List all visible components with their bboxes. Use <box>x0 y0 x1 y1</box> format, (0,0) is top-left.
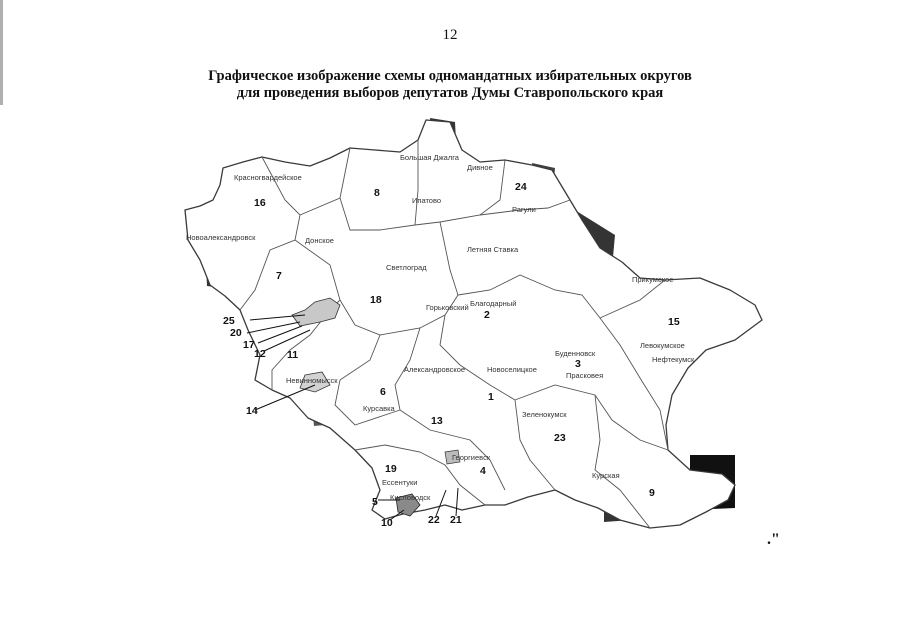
district-label-13: 13 <box>431 415 443 427</box>
district-label-18: 18 <box>370 294 382 306</box>
place-praskoveya: Прасковея <box>566 371 604 380</box>
district-label-4: 4 <box>480 465 486 477</box>
district-label-20: 20 <box>230 327 242 339</box>
district-label-23: 23 <box>554 432 566 444</box>
district-label-2: 2 <box>484 309 490 321</box>
district-label-25: 25 <box>223 315 235 327</box>
district-label-24: 24 <box>515 181 527 193</box>
place-kislovodsk: Кисловодск <box>390 493 431 502</box>
district-label-19: 19 <box>385 463 397 475</box>
place-svetlograd: Светлоград <box>386 263 427 272</box>
district-label-21: 21 <box>450 514 462 526</box>
closing-quote-mark: ." <box>767 531 780 548</box>
place-kursavka: Курсавка <box>363 404 395 413</box>
district-label-15: 15 <box>668 316 680 328</box>
place-essentuki: Ессентуки <box>382 478 418 487</box>
title-line-1: Графическое изображение схемы одномандатных избирательных округов <box>208 68 692 84</box>
district-label-3: 3 <box>575 358 581 370</box>
place-gorkovsky: Горьковский <box>426 303 469 312</box>
place-prikumskoe: Прикумское <box>632 275 674 284</box>
district-label-5: 5 <box>372 496 378 508</box>
district-label-7: 7 <box>276 270 282 282</box>
place-nevinnomyssk: Невинномысск <box>286 376 338 385</box>
place-bolshaya-dzhalga: Большая Джалга <box>400 153 459 162</box>
district-label-10: 10 <box>381 517 393 529</box>
district-label-16: 16 <box>254 197 266 209</box>
district-label-8: 8 <box>374 187 380 199</box>
place-aleksandrovskoe: Александровское <box>404 365 466 374</box>
place-novoselitskoe: Новоселицкое <box>487 365 537 374</box>
page-number: 12 <box>442 27 458 43</box>
place-raguli: Рагули <box>512 205 536 214</box>
place-ipatovo: Ипатово <box>412 196 442 205</box>
title-line-2: для проведения выборов депутатов Думы Ставропольского края <box>236 85 664 101</box>
place-krasnogvardeyskoe: Красногвардейское <box>234 173 302 182</box>
district-label-14: 14 <box>246 405 258 417</box>
district-label-22: 22 <box>428 514 440 526</box>
place-levokumskoe: Левокумское <box>640 341 685 350</box>
district-label-11: 11 <box>287 349 299 361</box>
district-label-12: 12 <box>254 348 266 360</box>
place-neftekumsk: Нефтекумск <box>652 355 695 364</box>
place-letnyaya-stavka: Летняя Ставка <box>467 245 519 254</box>
place-novoaleksandrovsk: Новоалександровск <box>186 233 256 242</box>
place-budennovsk: Буденновск <box>555 349 596 358</box>
place-georgievsk: Георгиевск <box>452 453 491 462</box>
place-blagodarny: Благодарный <box>470 299 517 308</box>
place-kurskaya: Курская <box>592 471 620 480</box>
place-zelenokumsk: Зеленокумск <box>522 410 567 419</box>
district-label-9: 9 <box>649 487 655 499</box>
district-label-17: 17 <box>243 339 255 351</box>
place-divnoe: Дивное <box>467 163 493 172</box>
district-label-1: 1 <box>488 391 494 403</box>
place-donskoe: Донское <box>305 236 334 245</box>
district-label-6: 6 <box>380 386 386 398</box>
